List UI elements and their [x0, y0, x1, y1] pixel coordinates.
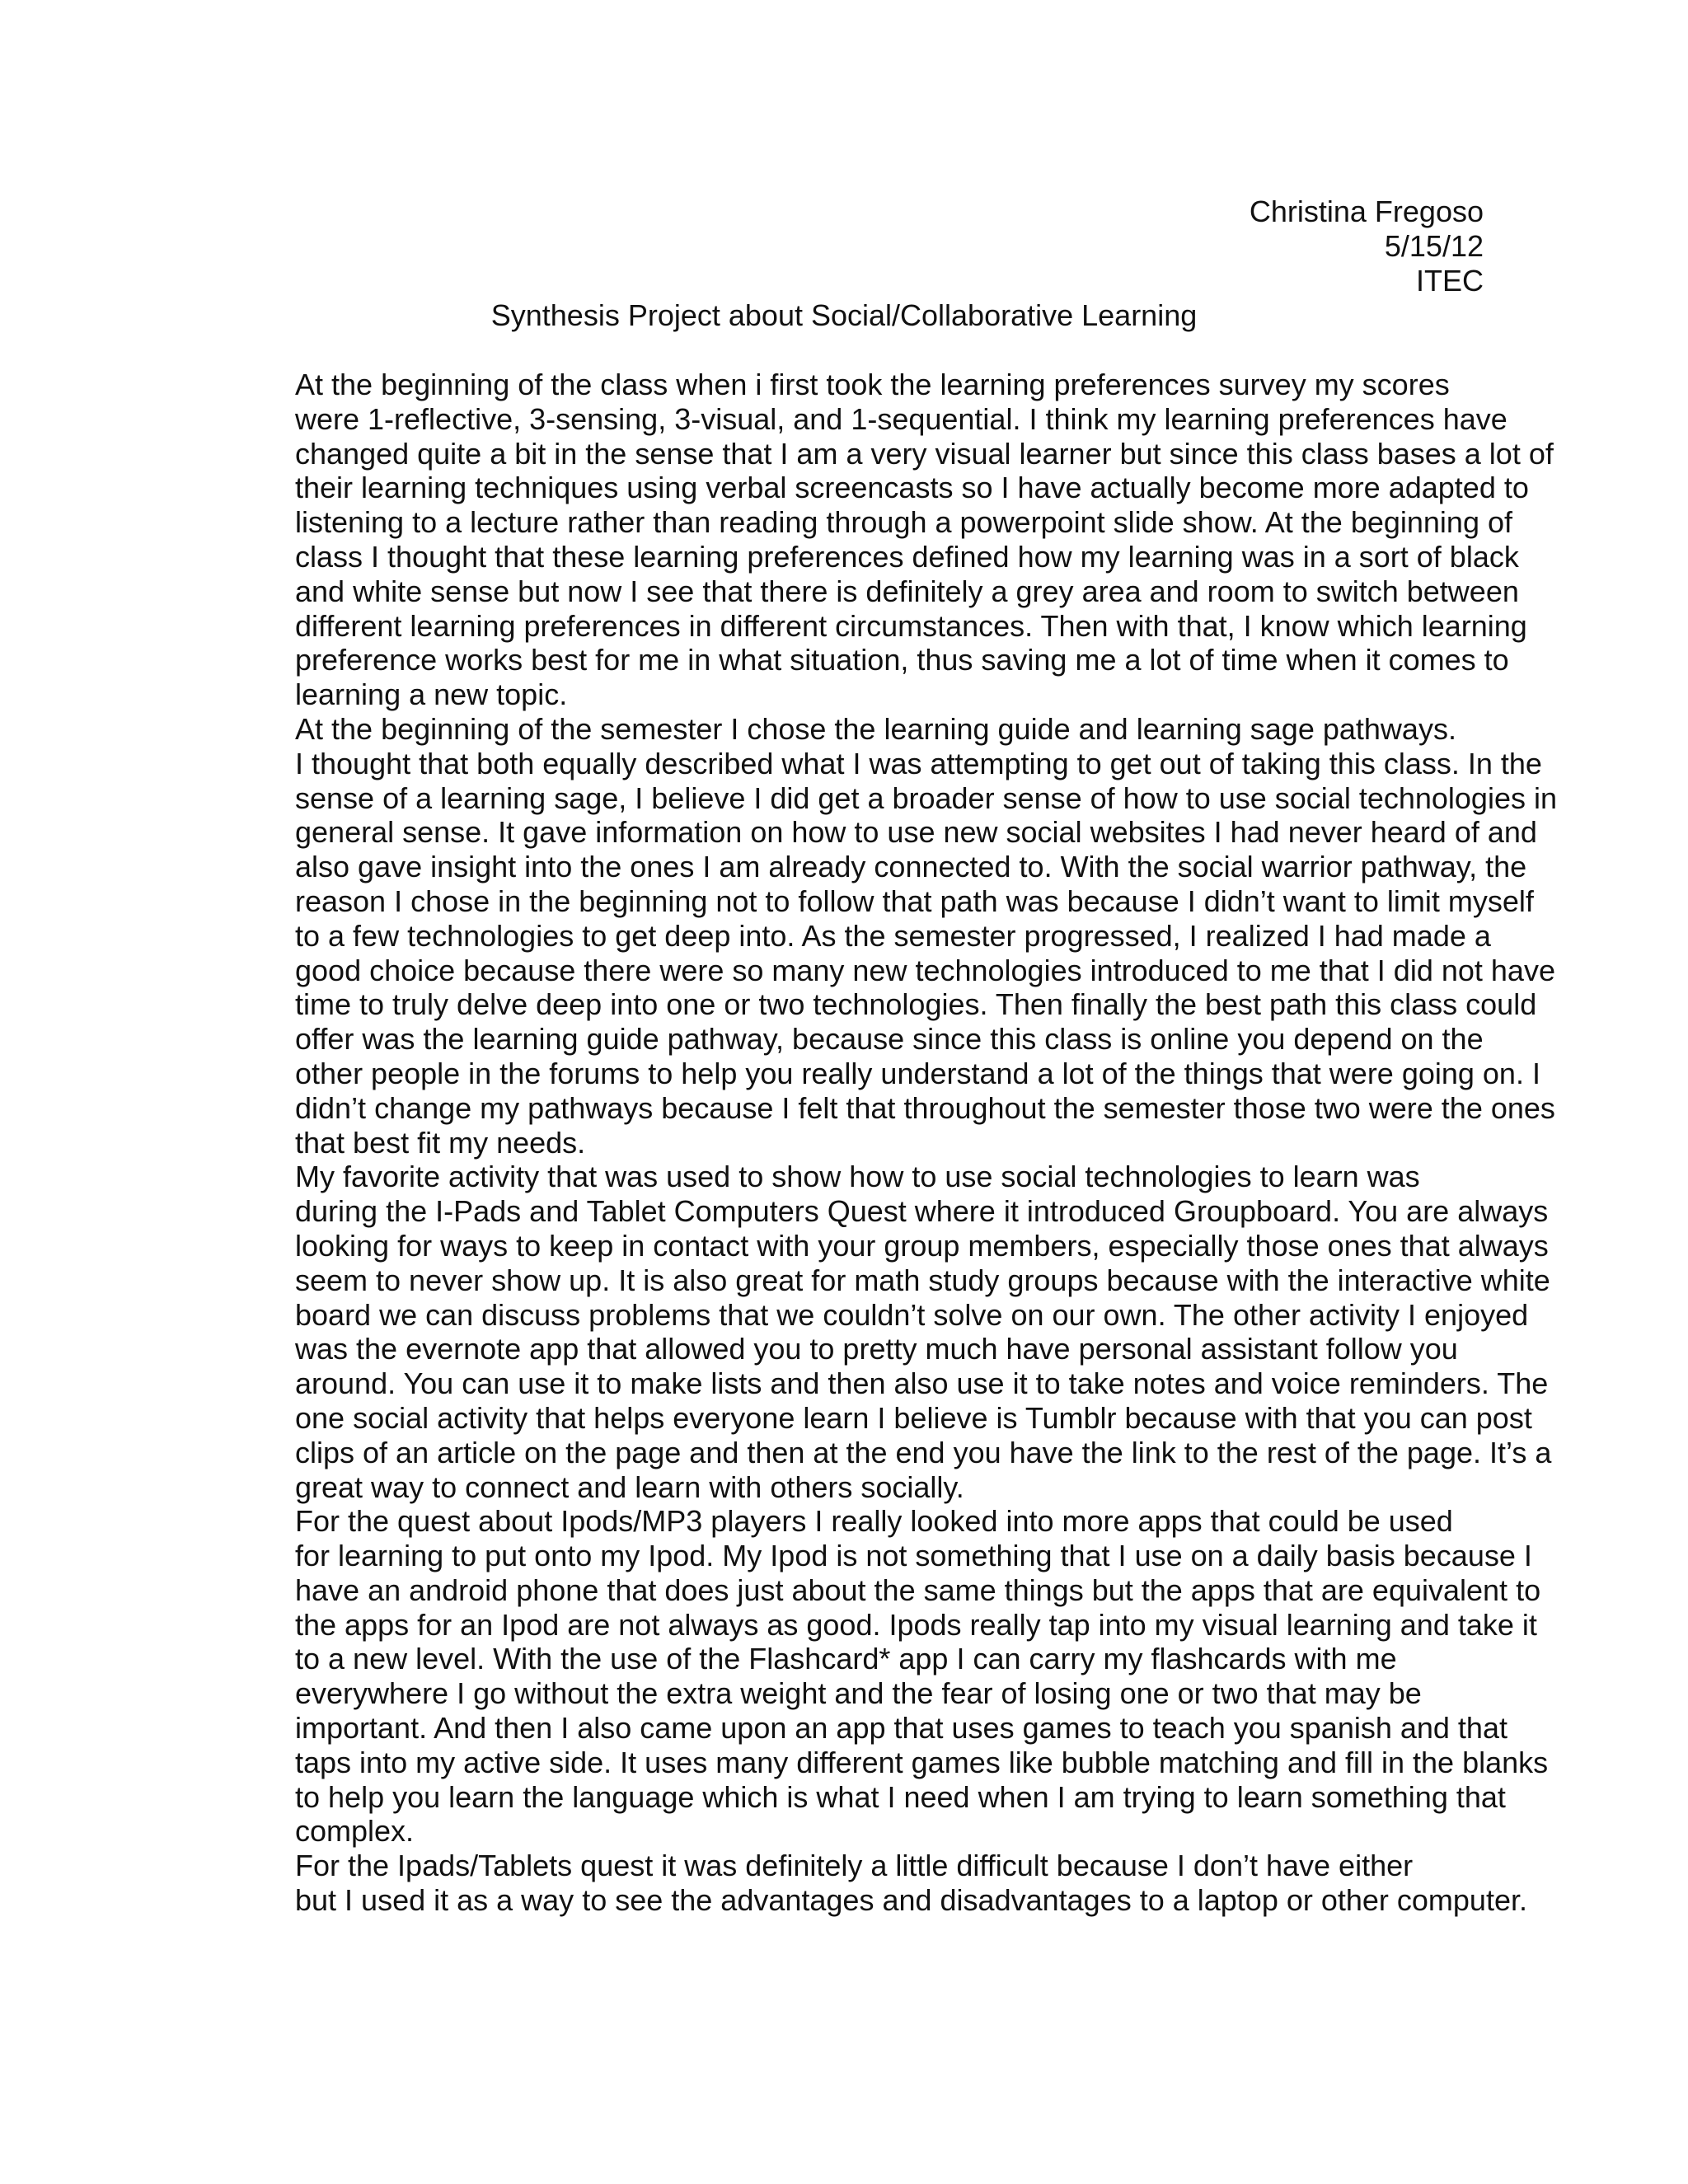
text-line: complex.: [295, 1814, 415, 1849]
text-line: sense of a learning sage, I believe I did get a broader sense of how to use social technologies in: [295, 780, 1557, 815]
text-line: to a new level. With the use of the Flashcard* app I can carry my flashcards with me: [295, 1642, 1397, 1676]
body-paragraph: [198, 1849, 1527, 1918]
document-body: [198, 368, 1557, 1918]
text-line: to a few technologies to get deep into. As the semester progressed, I realized I had made a: [295, 918, 1491, 953]
text-line: listening to a lecture rather than reading through a powerpoint slide show. At the beginning of: [295, 505, 1512, 540]
body-paragraph: [198, 1504, 1549, 1849]
text-line: At the beginning of the class when i first took the learning preferences survey my scores: [295, 368, 1450, 401]
text-line: one social activity that helps everyone learn I believe is Tumblr because with that you can post: [295, 1400, 1532, 1435]
text-line: everywhere I go without the extra weight and the fear of losing one or two that may be: [295, 1676, 1422, 1711]
text-line: but I used it as a way to see the advantages and disadvantages to a laptop or other computer.: [295, 1883, 1527, 1918]
text-line: class I thought that these learning preferences defined how my learning was in a sort of black: [295, 539, 1519, 574]
text-line: For the quest about Ipods/MP3 players I really looked into more apps that could be used: [295, 1504, 1453, 1539]
text-line: good choice because there were so many new technologies introduced to me that I did not have: [295, 953, 1555, 987]
text-line: their learning techniques using verbal screencasts so I have actually become more adapted to: [295, 471, 1529, 505]
body-paragraph: [198, 368, 1554, 712]
text-line: taps into my active side. It uses many different games like bubble matching and fill in the blanks: [295, 1745, 1549, 1779]
document-header: [1250, 194, 1484, 298]
text-line: to help you learn the language which is what I need when I am trying to learn something that: [295, 1779, 1506, 1814]
author-name: Christina Fregoso: [1249, 194, 1484, 228]
text-line: changed quite a bit in the sense that I am a very visual learner but since this class bases a lot of: [295, 436, 1554, 471]
text-line: At the beginning of the semester I chose the learning guide and learning sage pathways.: [295, 711, 1456, 746]
text-line: looking for ways to keep in contact with your group members, especially those ones that always: [295, 1228, 1549, 1263]
text-line: for learning to put onto my Ipod. My Ipod is not something that I use on a daily basis because I: [295, 1539, 1532, 1573]
text-line: around. You can use it to make lists and then also use it to take notes and voice reminders. The: [295, 1366, 1549, 1401]
text-line: were 1-reflective, 3-sensing, 3-visual, and 1-sequential. I think my learning preferences have: [295, 401, 1507, 436]
text-line: other people in the forums to help you really understand a lot of the things that were going on. I: [295, 1056, 1540, 1090]
text-line: For the Ipads/Tablets quest it was definitely a little difficult because I don’t have either: [295, 1849, 1414, 1883]
text-line: learning a new topic.: [295, 677, 568, 712]
text-line: also gave insight into the ones I am already connected to. With the social warrior pathway, the: [295, 850, 1527, 884]
document-date: 5/15/12: [1384, 229, 1484, 263]
text-line: time to truly delve deep into one or two technologies. Then finally the best path this class could: [295, 987, 1537, 1022]
text-line: clips of an article on the page and then at the end you have the link to the rest of the page. It’s a: [295, 1435, 1552, 1469]
text-line: didn’t change my pathways because I felt that throughout the semester those two were the ones: [295, 1090, 1555, 1125]
text-line: important. And then I also came upon an app that uses games to teach you spanish and that: [295, 1711, 1507, 1746]
course-name: ITEC: [1415, 264, 1484, 298]
text-line: preference works best for me in what situation, thus saving me a lot of time when it comes to: [295, 643, 1509, 677]
body-paragraph: [198, 1160, 1552, 1504]
text-line: offer was the learning guide pathway, because since this class is online you depend on the: [295, 1022, 1484, 1057]
text-line: I thought that both equally described what I was attempting to get out of taking this class. In the: [295, 746, 1542, 780]
text-line: great way to connect and learn with others socially.: [295, 1469, 964, 1504]
text-line: was the evernote app that allowed you to pretty much have personal assistant follow you: [295, 1332, 1458, 1366]
text-line: general sense. It gave information on how to use new social websites I had never heard of and: [295, 815, 1537, 850]
text-line: have an android phone that does just about the same things but the apps that are equivalent to: [295, 1572, 1541, 1607]
text-line: seem to never show up. It is also great for math study groups because with the interactive white: [295, 1263, 1550, 1297]
text-line: that best fit my needs.: [295, 1125, 586, 1160]
text-line: reason I chose in the beginning not to follow that path was because I didn’t want to limit myself: [295, 883, 1534, 918]
text-line: during the I-Pads and Tablet Computers Quest where it introduced Groupboard. You are always: [295, 1194, 1549, 1229]
text-line: different learning preferences in different circumstances. Then with that, I know which learning: [295, 608, 1527, 643]
body-paragraph: [198, 711, 1557, 1160]
text-line: the apps for an Ipod are not always as good. Ipods really tap into my visual learning and take it: [295, 1607, 1537, 1642]
text-line: My favorite activity that was used to show how to use social technologies to learn was: [295, 1160, 1420, 1194]
text-line: and white sense but now I see that there is definitely a grey area and room to switch between: [295, 574, 1519, 608]
document-title: Synthesis Project about Social/Collaborative Learning: [490, 298, 1198, 332]
text-line: board we can discuss problems that we couldn’t solve on our own. The other activity I enjoyed: [295, 1297, 1529, 1332]
